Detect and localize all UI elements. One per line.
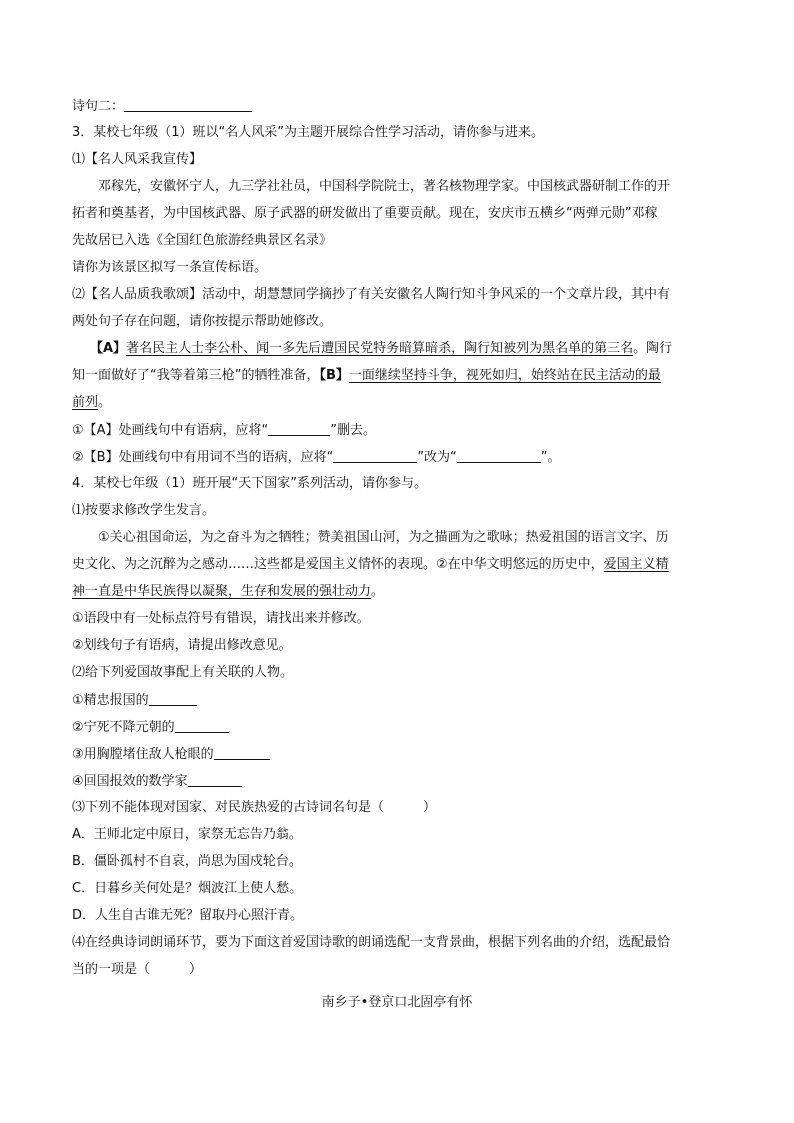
text: ②【B】处画线句中有用词不当的语病，应将“: [72, 450, 334, 465]
option-d[interactable]: D．人生自古谁无死？留取丹心照汗青。: [72, 908, 304, 923]
passage-line: ①关心祖国命运，为之奋斗为之牺牲；赞美祖国山河，为之描画为之歌咏；热爱祖国的语言文字、历: [98, 530, 669, 545]
text: 。: [98, 395, 112, 410]
text: ①【A】处画线句中有语病，应将“: [72, 423, 269, 438]
option-c[interactable]: C．日暮乡关何处是？烟波江上使人愁。: [72, 881, 303, 896]
answer-blank[interactable]: [457, 448, 541, 463]
paragraph-line: 邓稼先，安徽怀宁人，九三学社社员，中国科学院院士，著名核物理学家。中国核武器研制工作的开: [98, 179, 671, 194]
answer-blank[interactable]: [268, 421, 330, 436]
section-heading: ⑵给下列爱国故事配上有关联的人物。: [72, 665, 294, 680]
section-heading: ⑵【名人品质我歌颂】活动中，胡慧慧同学摘抄了有关安徽名人陶行知斗争风采的一个文章片段，其中有: [72, 287, 671, 302]
match-item: [72, 772, 242, 791]
section-heading: ⑴【名人风采我宣传】: [72, 152, 203, 167]
text: 。: [371, 584, 385, 599]
underlined-sentence: 爱国主义精: [603, 557, 669, 572]
passage-line: [72, 583, 384, 601]
text: ④回国报效的数学家: [72, 774, 188, 789]
option-a[interactable]: A．王师北定中原日，家祭无忘告乃翁。: [72, 827, 302, 842]
match-item: [72, 718, 229, 737]
text: ”改为“: [417, 450, 457, 465]
passage-line: [72, 367, 661, 385]
answer-blank[interactable]: [149, 691, 197, 706]
passage-line: [72, 556, 669, 574]
marker-a: 【A】: [90, 341, 127, 356]
instruction-line: 当的一项是（ ）: [72, 962, 203, 977]
answer-blank[interactable]: [175, 718, 229, 733]
section-heading: ⑶下列不能体现对国家、对民族热爱的古诗词名句是（ ）: [72, 800, 437, 815]
passage-line: [72, 394, 111, 412]
underlined-sentence-b: 一面继续坚持斗争，视死如归，始终站在民主活动的最: [348, 368, 661, 383]
underlined-sentence-b-end: 前列: [72, 395, 99, 410]
passage-line: [90, 340, 672, 358]
answer-blank[interactable]: [124, 97, 252, 112]
text: ②宁死不降元朝的: [72, 720, 175, 735]
text: 知一面做好了“我等着第三枪”的牺牲准备，: [72, 368, 320, 383]
paragraph-line: 先故居已入选《全国红色旅游经典景区名录》: [72, 233, 333, 248]
marker-b: 【B】: [319, 368, 349, 383]
sub-question-line: ②划线句子有语病，请提出修改意见。: [72, 638, 292, 653]
answer-blank[interactable]: [214, 745, 270, 760]
underlined-sentence: 神一直是中华民族得以凝聚，生存和发展的强壮动力: [72, 584, 372, 599]
question-3-heading: 3．某校七年级（1）班以“名人风采”为主题开展综合性学习活动，请你参与进来。: [72, 125, 545, 140]
instruction-line: 请你为该景区拟写一条宣传标语。: [72, 260, 268, 275]
option-b[interactable]: B．僵卧孤村不自哀，尚思为国戍轮台。: [72, 854, 302, 869]
poem-line-two-prompt: [72, 97, 252, 116]
text: ”。: [540, 450, 561, 465]
sub-question-line: [72, 421, 376, 440]
instruction-line: 两处句子存在问题，请你按提示帮助她修改。: [72, 314, 333, 329]
match-item: [72, 691, 197, 710]
text: ①精忠报国的: [72, 693, 149, 708]
section-heading: ⑴按要求修改学生发言。: [72, 503, 216, 518]
text: 史文化、为之沉醉为之感动……这些都是爱国主义情怀的表现。②在中华文明悠远的历史中，: [72, 557, 604, 572]
poem-title: 南乡子•登京口北固亭有怀: [321, 995, 473, 1010]
match-item: [72, 745, 270, 764]
text: ”删去。: [330, 423, 377, 438]
answer-blank[interactable]: [188, 772, 242, 787]
text: 。陶行: [633, 341, 673, 356]
answer-blank[interactable]: [333, 448, 417, 463]
text: ③用胸膛堵住敌人枪眼的: [72, 747, 214, 762]
question-4-heading: 4．某校七年级（1）班开展“天下国家”系列活动，请你参与。: [72, 476, 428, 491]
text: 诗句二：: [72, 99, 125, 114]
sub-question-line: [72, 448, 561, 467]
paragraph-line: 拓者和奠基者，为中国核武器、原子武器的研发做出了重要贡献。现在，安庆市五横乡“两弹元勋”邓稼: [72, 206, 658, 221]
sub-question-line: ①语段中有一处标点符号有错误，请找出来并修改。: [72, 611, 370, 626]
underlined-sentence-a: 著名民主人士李公朴、闻一多先后遭国民党特务暗算暗杀，陶行知被列为黑名单的第三名: [126, 341, 634, 356]
section-heading: ⑷在经典诗词朗诵环节，要为下面这首爱国诗歌的朗诵选配一支背景曲，根据下列名曲的介绍，选配最恰: [72, 935, 671, 950]
